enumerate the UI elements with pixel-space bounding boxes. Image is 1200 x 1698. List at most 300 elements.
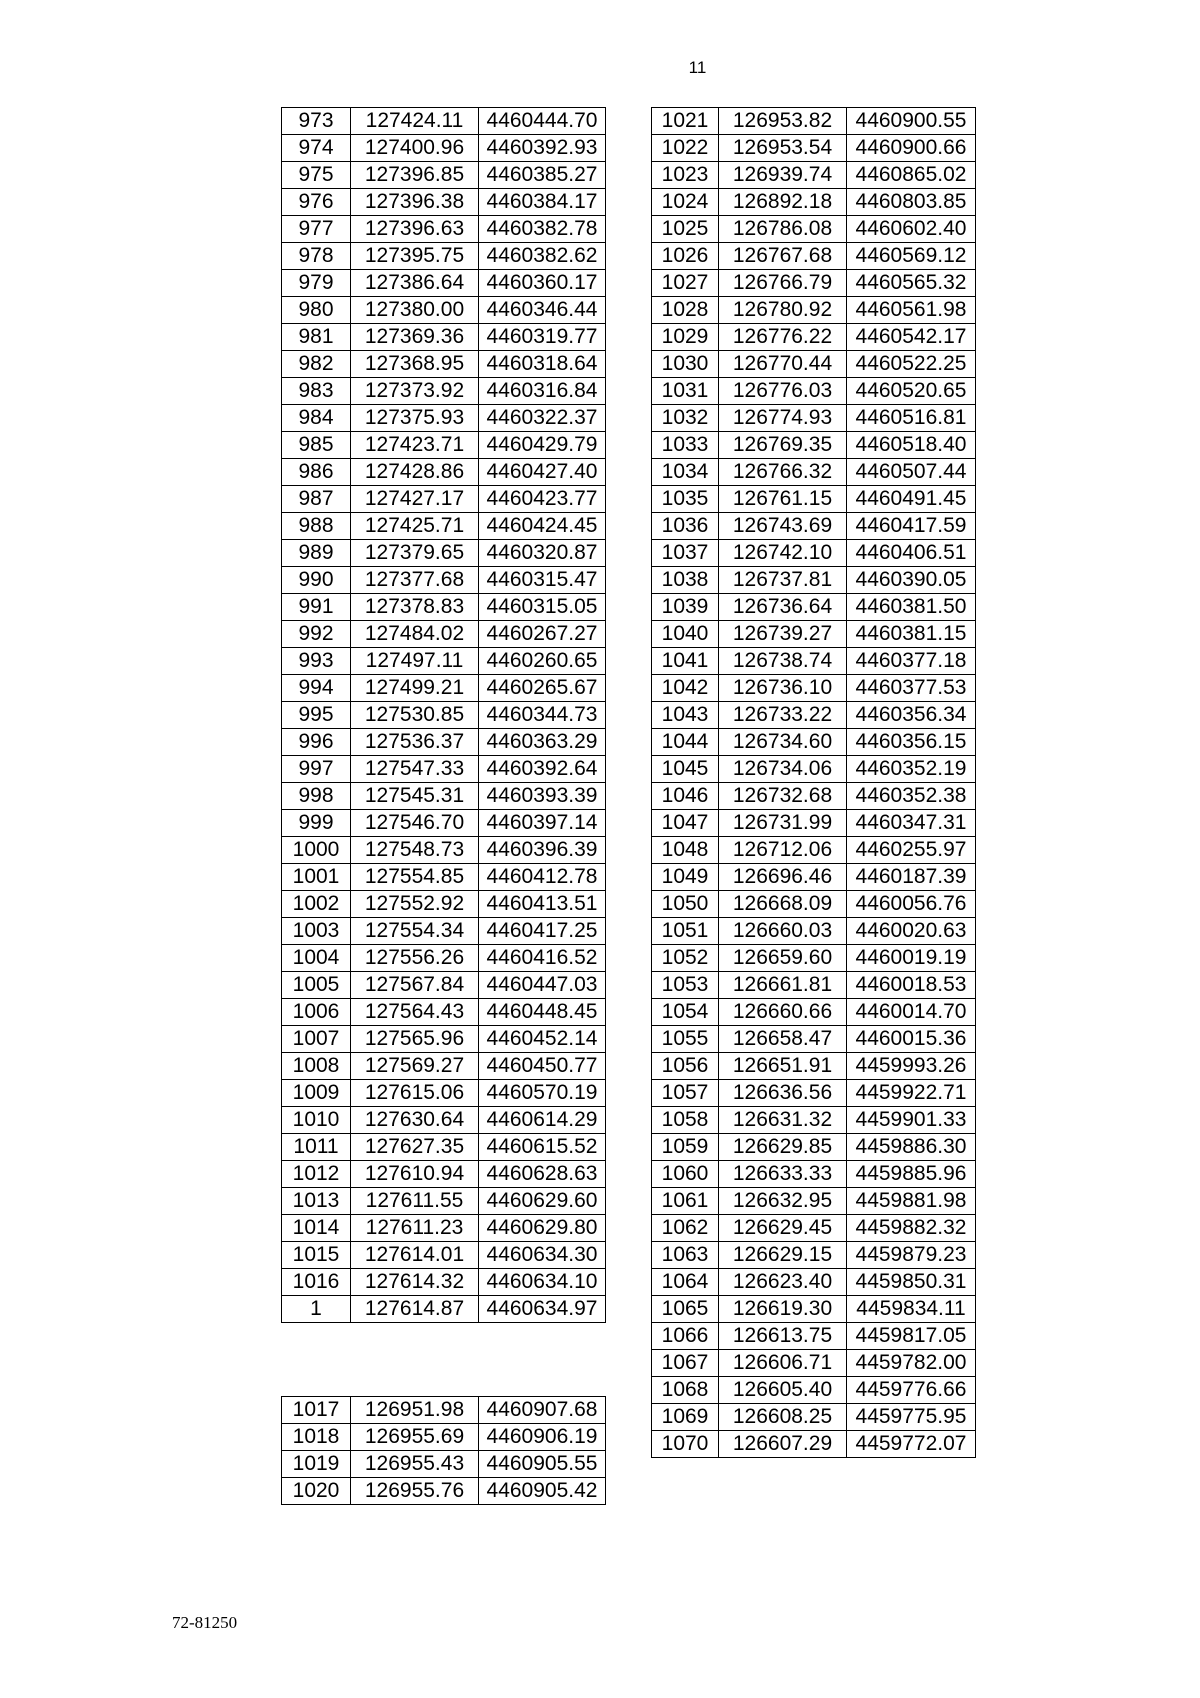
y-coordinate-cell: 4460187.39 (847, 864, 976, 891)
point-number-cell: 990 (282, 567, 351, 594)
table-row (282, 918, 606, 945)
y-coordinate-cell: 4460507.44 (847, 459, 976, 486)
y-coordinate-cell: 4459775.95 (847, 1404, 976, 1431)
x-coordinate-cell: 126774.93 (719, 405, 847, 432)
table-row (652, 783, 976, 810)
table-row (282, 1215, 606, 1242)
y-coordinate-cell: 4460315.47 (479, 567, 606, 594)
point-number-cell: 1053 (652, 972, 719, 999)
table-row (282, 270, 606, 297)
x-coordinate-cell: 127377.68 (351, 567, 479, 594)
y-coordinate-cell: 4460346.44 (479, 297, 606, 324)
y-coordinate-cell: 4460417.59 (847, 513, 976, 540)
table-row (652, 891, 976, 918)
point-number-cell: 1059 (652, 1134, 719, 1161)
table-row (652, 486, 976, 513)
x-coordinate-cell: 126608.25 (719, 1404, 847, 1431)
x-coordinate-cell: 126767.68 (719, 243, 847, 270)
x-coordinate-cell: 127424.11 (351, 108, 479, 135)
x-coordinate-cell: 126661.81 (719, 972, 847, 999)
point-number-cell: 992 (282, 621, 351, 648)
y-coordinate-cell: 4459782.00 (847, 1350, 976, 1377)
y-coordinate-cell: 4460320.87 (479, 540, 606, 567)
y-coordinate-cell: 4460570.19 (479, 1080, 606, 1107)
x-coordinate-cell: 127610.94 (351, 1161, 479, 1188)
point-number-cell: 995 (282, 702, 351, 729)
point-number-cell: 983 (282, 378, 351, 405)
point-number-cell: 1031 (652, 378, 719, 405)
x-coordinate-cell: 127611.23 (351, 1215, 479, 1242)
x-coordinate-cell: 126668.09 (719, 891, 847, 918)
x-coordinate-cell: 127375.93 (351, 405, 479, 432)
y-coordinate-cell: 4459772.07 (847, 1431, 976, 1458)
point-number-cell: 981 (282, 324, 351, 351)
x-coordinate-cell: 127530.85 (351, 702, 479, 729)
table-row (652, 459, 976, 486)
point-number-cell: 1032 (652, 405, 719, 432)
point-number-cell: 976 (282, 189, 351, 216)
table-row (652, 918, 976, 945)
x-coordinate-cell: 126892.18 (719, 189, 847, 216)
x-coordinate-cell: 126766.79 (719, 270, 847, 297)
table-row (282, 675, 606, 702)
table-row (652, 513, 976, 540)
point-number-cell: 1028 (652, 297, 719, 324)
y-coordinate-cell: 4460569.12 (847, 243, 976, 270)
y-coordinate-cell: 4460900.66 (847, 135, 976, 162)
table-row (652, 108, 976, 135)
y-coordinate-cell: 4460634.10 (479, 1269, 606, 1296)
point-number-cell: 1068 (652, 1377, 719, 1404)
y-coordinate-cell: 4459886.30 (847, 1134, 976, 1161)
y-coordinate-cell: 4460429.79 (479, 432, 606, 459)
point-number-cell: 980 (282, 297, 351, 324)
x-coordinate-cell: 126629.15 (719, 1242, 847, 1269)
point-number-cell: 1005 (282, 972, 351, 999)
x-coordinate-cell: 127380.00 (351, 297, 479, 324)
y-coordinate-cell: 4459817.05 (847, 1323, 976, 1350)
point-number-cell: 1049 (652, 864, 719, 891)
table-row (652, 729, 976, 756)
point-number-cell: 1014 (282, 1215, 351, 1242)
table-row (282, 540, 606, 567)
table-row (652, 702, 976, 729)
x-coordinate-cell: 127428.86 (351, 459, 479, 486)
point-number-cell: 1009 (282, 1080, 351, 1107)
y-coordinate-cell: 4460615.52 (479, 1134, 606, 1161)
table-row (282, 1188, 606, 1215)
y-coordinate-cell: 4460416.52 (479, 945, 606, 972)
table-row (282, 594, 606, 621)
y-coordinate-cell: 4460356.15 (847, 729, 976, 756)
point-number-cell: 988 (282, 513, 351, 540)
table-row (652, 567, 976, 594)
x-coordinate-cell: 126660.66 (719, 999, 847, 1026)
table-row (282, 756, 606, 783)
point-number-cell: 997 (282, 756, 351, 783)
point-number-cell: 975 (282, 162, 351, 189)
point-number-cell: 1038 (652, 567, 719, 594)
x-coordinate-cell: 127554.34 (351, 918, 479, 945)
table-row (282, 405, 606, 432)
point-number-cell: 1042 (652, 675, 719, 702)
table-row (282, 1161, 606, 1188)
point-number-cell: 986 (282, 459, 351, 486)
point-number-cell: 1017 (282, 1397, 351, 1424)
table-row (652, 540, 976, 567)
x-coordinate-cell: 126712.06 (719, 837, 847, 864)
point-number-cell: 1021 (652, 108, 719, 135)
x-coordinate-cell: 126737.81 (719, 567, 847, 594)
table-row (282, 621, 606, 648)
point-number-cell: 1050 (652, 891, 719, 918)
y-coordinate-cell: 4460265.67 (479, 675, 606, 702)
x-coordinate-cell: 126776.22 (719, 324, 847, 351)
x-coordinate-cell: 126631.32 (719, 1107, 847, 1134)
y-coordinate-cell: 4460417.25 (479, 918, 606, 945)
table-row (282, 648, 606, 675)
y-coordinate-cell: 4460865.02 (847, 162, 976, 189)
y-coordinate-cell: 4460905.42 (479, 1478, 606, 1505)
x-coordinate-cell: 126734.60 (719, 729, 847, 756)
x-coordinate-cell: 127548.73 (351, 837, 479, 864)
table-row (652, 189, 976, 216)
y-coordinate-cell: 4460377.18 (847, 648, 976, 675)
x-coordinate-cell: 127484.02 (351, 621, 479, 648)
y-coordinate-cell: 4460905.55 (479, 1451, 606, 1478)
x-coordinate-cell: 127536.37 (351, 729, 479, 756)
table-row (652, 945, 976, 972)
table-row (282, 513, 606, 540)
table-row (282, 837, 606, 864)
x-coordinate-cell: 127554.85 (351, 864, 479, 891)
point-number-cell: 1055 (652, 1026, 719, 1053)
table-row (652, 1404, 976, 1431)
x-coordinate-cell: 127567.84 (351, 972, 479, 999)
table-row (652, 297, 976, 324)
table-row (652, 594, 976, 621)
x-coordinate-cell: 127627.35 (351, 1134, 479, 1161)
point-number-cell: 1013 (282, 1188, 351, 1215)
point-number-cell: 1025 (652, 216, 719, 243)
page-number: 11 (688, 58, 707, 77)
point-number-cell: 1039 (652, 594, 719, 621)
table-row (282, 1478, 606, 1505)
point-number-cell: 1065 (652, 1296, 719, 1323)
table-row (282, 999, 606, 1026)
table-row (282, 891, 606, 918)
x-coordinate-cell: 127611.55 (351, 1188, 479, 1215)
coordinates-table-left-top (281, 107, 606, 1323)
table-row (652, 1296, 976, 1323)
point-number-cell: 1018 (282, 1424, 351, 1451)
table-row (282, 1397, 606, 1424)
point-number-cell: 973 (282, 108, 351, 135)
table-row (652, 432, 976, 459)
table-row (652, 1242, 976, 1269)
point-number-cell: 979 (282, 270, 351, 297)
y-coordinate-cell: 4460344.73 (479, 702, 606, 729)
table-row (652, 243, 976, 270)
table-row (282, 1080, 606, 1107)
table-row (282, 297, 606, 324)
x-coordinate-cell: 127378.83 (351, 594, 479, 621)
x-coordinate-cell: 126743.69 (719, 513, 847, 540)
point-number-cell: 1036 (652, 513, 719, 540)
y-coordinate-cell: 4460315.05 (479, 594, 606, 621)
point-number-cell: 1000 (282, 837, 351, 864)
table-row (282, 783, 606, 810)
y-coordinate-cell: 4460322.37 (479, 405, 606, 432)
y-coordinate-cell: 4460020.63 (847, 918, 976, 945)
x-coordinate-cell: 126659.60 (719, 945, 847, 972)
x-coordinate-cell: 126776.03 (719, 378, 847, 405)
x-coordinate-cell: 126632.95 (719, 1188, 847, 1215)
point-number-cell: 974 (282, 135, 351, 162)
y-coordinate-cell: 4460392.93 (479, 135, 606, 162)
table-row (652, 405, 976, 432)
y-coordinate-cell: 4460056.76 (847, 891, 976, 918)
y-coordinate-cell: 4460352.19 (847, 756, 976, 783)
table-row (282, 459, 606, 486)
point-number-cell: 1040 (652, 621, 719, 648)
x-coordinate-cell: 126623.40 (719, 1269, 847, 1296)
point-number-cell: 978 (282, 243, 351, 270)
point-number-cell: 1011 (282, 1134, 351, 1161)
point-number-cell: 1060 (652, 1161, 719, 1188)
x-coordinate-cell: 126953.54 (719, 135, 847, 162)
y-coordinate-cell: 4460424.45 (479, 513, 606, 540)
table-row (652, 756, 976, 783)
point-number-cell: 1043 (652, 702, 719, 729)
point-number-cell: 1008 (282, 1053, 351, 1080)
point-number-cell: 1044 (652, 729, 719, 756)
x-coordinate-cell: 127614.32 (351, 1269, 479, 1296)
x-coordinate-cell: 126738.74 (719, 648, 847, 675)
x-coordinate-cell: 126636.56 (719, 1080, 847, 1107)
point-number-cell: 1016 (282, 1269, 351, 1296)
x-coordinate-cell: 126607.29 (719, 1431, 847, 1458)
x-coordinate-cell: 126732.68 (719, 783, 847, 810)
x-coordinate-cell: 126696.46 (719, 864, 847, 891)
y-coordinate-cell: 4460516.81 (847, 405, 976, 432)
y-coordinate-cell: 4459901.33 (847, 1107, 976, 1134)
y-coordinate-cell: 4460614.29 (479, 1107, 606, 1134)
table-row (282, 1053, 606, 1080)
point-number-cell: 1063 (652, 1242, 719, 1269)
table-row (652, 999, 976, 1026)
table-row (282, 1296, 606, 1323)
y-coordinate-cell: 4460561.98 (847, 297, 976, 324)
table-row (282, 1424, 606, 1451)
point-number-cell: 1048 (652, 837, 719, 864)
table-row (652, 1350, 976, 1377)
table-row (282, 945, 606, 972)
point-number-cell: 1007 (282, 1026, 351, 1053)
y-coordinate-cell: 4460628.63 (479, 1161, 606, 1188)
point-number-cell: 1019 (282, 1451, 351, 1478)
table-row (282, 216, 606, 243)
point-number-cell: 1061 (652, 1188, 719, 1215)
point-number-cell: 1027 (652, 270, 719, 297)
x-coordinate-cell: 126629.85 (719, 1134, 847, 1161)
x-coordinate-cell: 126658.47 (719, 1026, 847, 1053)
table-row (282, 729, 606, 756)
point-number-cell: 1047 (652, 810, 719, 837)
x-coordinate-cell: 127497.11 (351, 648, 479, 675)
y-coordinate-cell: 4460382.78 (479, 216, 606, 243)
x-coordinate-cell: 126736.10 (719, 675, 847, 702)
x-coordinate-cell: 126605.40 (719, 1377, 847, 1404)
point-number-cell: 987 (282, 486, 351, 513)
y-coordinate-cell: 4460347.31 (847, 810, 976, 837)
table-row (652, 1188, 976, 1215)
table-row (652, 810, 976, 837)
point-number-cell: 1067 (652, 1350, 719, 1377)
table-row (652, 621, 976, 648)
y-coordinate-cell: 4460397.14 (479, 810, 606, 837)
x-coordinate-cell: 126651.91 (719, 1053, 847, 1080)
x-coordinate-cell: 126769.35 (719, 432, 847, 459)
y-coordinate-cell: 4460565.32 (847, 270, 976, 297)
y-coordinate-cell: 4460900.55 (847, 108, 976, 135)
y-coordinate-cell: 4460522.25 (847, 351, 976, 378)
table-row (282, 189, 606, 216)
point-number-cell: 1058 (652, 1107, 719, 1134)
table-row (282, 378, 606, 405)
table-row (282, 1451, 606, 1478)
x-coordinate-cell: 126742.10 (719, 540, 847, 567)
y-coordinate-cell: 4460518.40 (847, 432, 976, 459)
y-coordinate-cell: 4460907.68 (479, 1397, 606, 1424)
x-coordinate-cell: 127552.92 (351, 891, 479, 918)
table-row (282, 486, 606, 513)
table-row (282, 108, 606, 135)
x-coordinate-cell: 126733.22 (719, 702, 847, 729)
y-coordinate-cell: 4459879.23 (847, 1242, 976, 1269)
x-coordinate-cell: 127373.92 (351, 378, 479, 405)
y-coordinate-cell: 4460014.70 (847, 999, 976, 1026)
table-row (652, 378, 976, 405)
point-number-cell: 1054 (652, 999, 719, 1026)
table-row (282, 1242, 606, 1269)
table-row (652, 1161, 976, 1188)
y-coordinate-cell: 4460015.36 (847, 1026, 976, 1053)
x-coordinate-cell: 126766.32 (719, 459, 847, 486)
table-row (282, 972, 606, 999)
point-number-cell: 989 (282, 540, 351, 567)
y-coordinate-cell: 4460318.64 (479, 351, 606, 378)
x-coordinate-cell: 127546.70 (351, 810, 479, 837)
y-coordinate-cell: 4460363.29 (479, 729, 606, 756)
x-coordinate-cell: 126660.03 (719, 918, 847, 945)
y-coordinate-cell: 4459885.96 (847, 1161, 976, 1188)
x-coordinate-cell: 126633.33 (719, 1161, 847, 1188)
document-code: 72-81250 (172, 1613, 238, 1632)
x-coordinate-cell: 126731.99 (719, 810, 847, 837)
y-coordinate-cell: 4460634.97 (479, 1296, 606, 1323)
y-coordinate-cell: 4460352.38 (847, 783, 976, 810)
y-coordinate-cell: 4460381.15 (847, 621, 976, 648)
y-coordinate-cell: 4460384.17 (479, 189, 606, 216)
y-coordinate-cell: 4460255.97 (847, 837, 976, 864)
table-row (282, 1026, 606, 1053)
x-coordinate-cell: 127368.95 (351, 351, 479, 378)
table-row (652, 270, 976, 297)
x-coordinate-cell: 126939.74 (719, 162, 847, 189)
point-number-cell: 1022 (652, 135, 719, 162)
x-coordinate-cell: 127369.36 (351, 324, 479, 351)
point-number-cell: 1037 (652, 540, 719, 567)
x-coordinate-cell: 126734.06 (719, 756, 847, 783)
x-coordinate-cell: 126951.98 (351, 1397, 479, 1424)
y-coordinate-cell: 4460491.45 (847, 486, 976, 513)
x-coordinate-cell: 127395.75 (351, 243, 479, 270)
point-number-cell: 1064 (652, 1269, 719, 1296)
x-coordinate-cell: 126613.75 (719, 1323, 847, 1350)
y-coordinate-cell: 4460018.53 (847, 972, 976, 999)
point-number-cell: 1056 (652, 1053, 719, 1080)
point-number-cell: 1020 (282, 1478, 351, 1505)
y-coordinate-cell: 4460629.60 (479, 1188, 606, 1215)
point-number-cell: 1052 (652, 945, 719, 972)
x-coordinate-cell: 126739.27 (719, 621, 847, 648)
x-coordinate-cell: 127400.96 (351, 135, 479, 162)
table-row (652, 1269, 976, 1296)
y-coordinate-cell: 4460542.17 (847, 324, 976, 351)
y-coordinate-cell: 4459993.26 (847, 1053, 976, 1080)
x-coordinate-cell: 127564.43 (351, 999, 479, 1026)
x-coordinate-cell: 126619.30 (719, 1296, 847, 1323)
y-coordinate-cell: 4460019.19 (847, 945, 976, 972)
y-coordinate-cell: 4460260.65 (479, 648, 606, 675)
y-coordinate-cell: 4460448.45 (479, 999, 606, 1026)
x-coordinate-cell: 126780.92 (719, 297, 847, 324)
table-row (282, 567, 606, 594)
table-row (652, 1107, 976, 1134)
table-row (652, 972, 976, 999)
table-row (652, 135, 976, 162)
point-number-cell: 985 (282, 432, 351, 459)
y-coordinate-cell: 4459834.11 (847, 1296, 976, 1323)
point-number-cell: 1034 (652, 459, 719, 486)
table-row (652, 1080, 976, 1107)
x-coordinate-cell: 127396.85 (351, 162, 479, 189)
y-coordinate-cell: 4460450.77 (479, 1053, 606, 1080)
point-number-cell: 1024 (652, 189, 719, 216)
coordinates-table-left-bottom (281, 1396, 606, 1505)
x-coordinate-cell: 127499.21 (351, 675, 479, 702)
x-coordinate-cell: 126955.43 (351, 1451, 479, 1478)
table-row (282, 243, 606, 270)
point-number-cell: 1026 (652, 243, 719, 270)
point-number-cell: 1 (282, 1296, 351, 1323)
y-coordinate-cell: 4460906.19 (479, 1424, 606, 1451)
y-coordinate-cell: 4460396.39 (479, 837, 606, 864)
y-coordinate-cell: 4460412.78 (479, 864, 606, 891)
point-number-cell: 996 (282, 729, 351, 756)
point-number-cell: 1069 (652, 1404, 719, 1431)
y-coordinate-cell: 4460413.51 (479, 891, 606, 918)
table-row (652, 1053, 976, 1080)
y-coordinate-cell: 4459850.31 (847, 1269, 976, 1296)
point-number-cell: 1004 (282, 945, 351, 972)
x-coordinate-cell: 126736.64 (719, 594, 847, 621)
point-number-cell: 994 (282, 675, 351, 702)
table-row (282, 1134, 606, 1161)
y-coordinate-cell: 4460634.30 (479, 1242, 606, 1269)
table-row (282, 810, 606, 837)
